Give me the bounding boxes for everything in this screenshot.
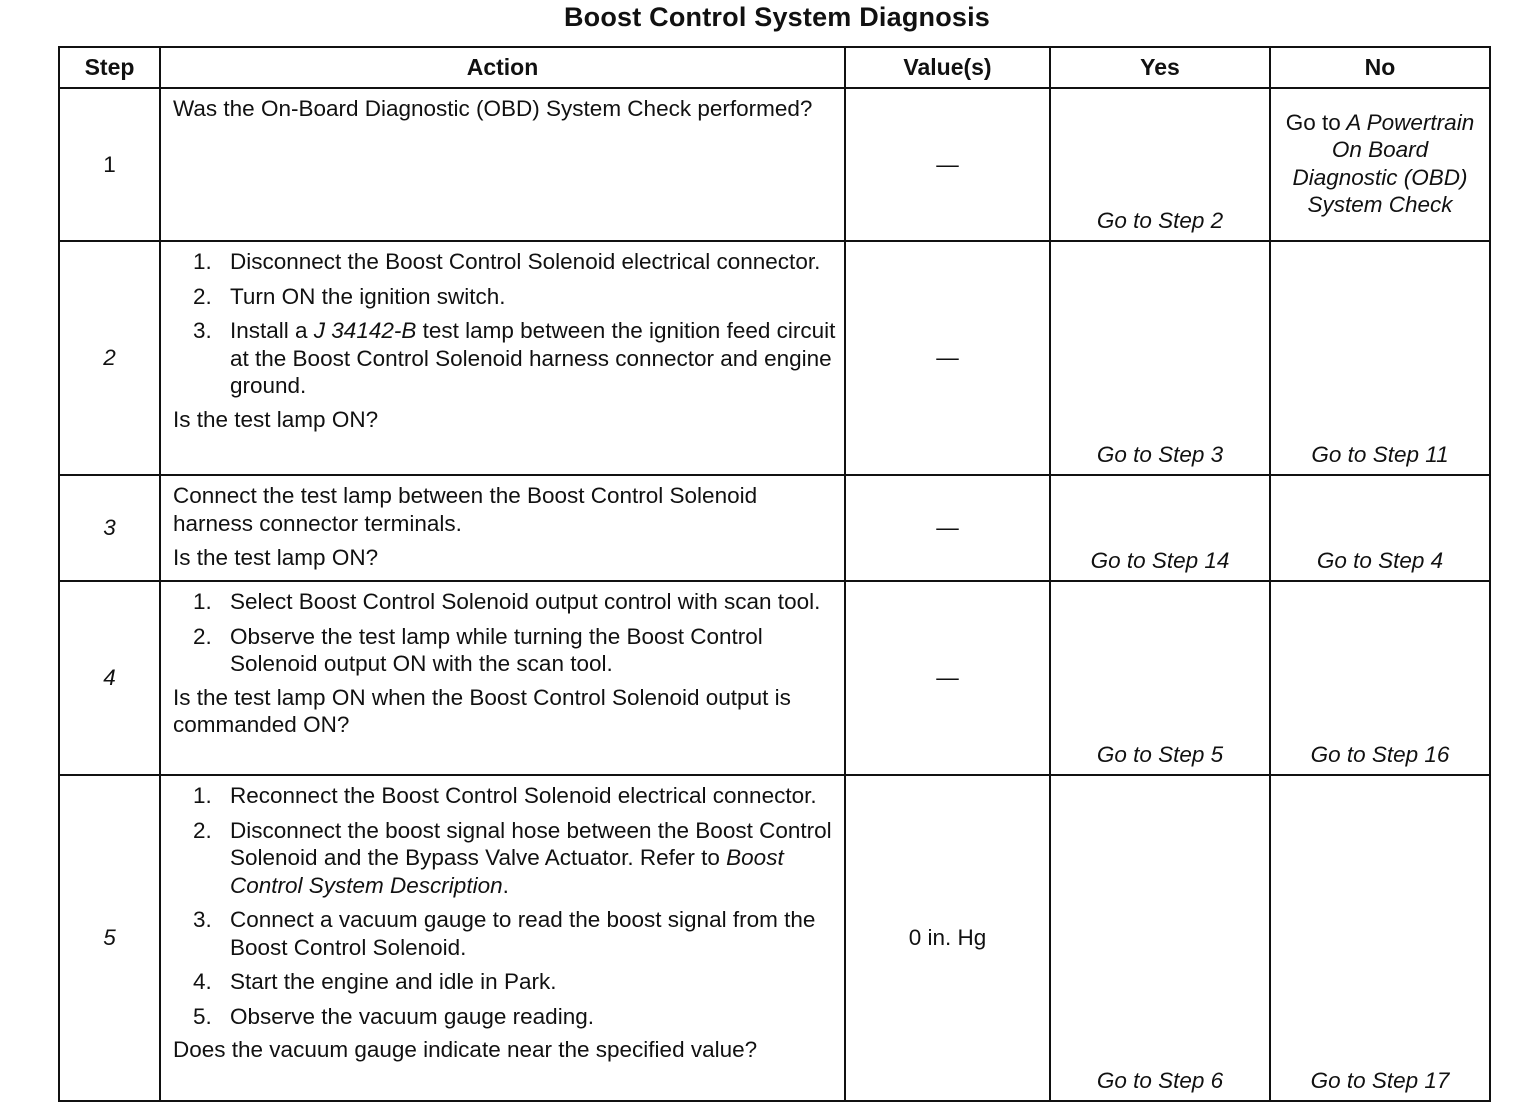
no-cell [1270,88,1490,241]
list-item-text: test lamp between the ignition feed circuit at the Boost Control Solenoid harness connector and engine ground. [230,318,836,398]
list-item: 4. Start the engine and idle in Park. [218,968,836,996]
step-number: 4 [103,665,116,691]
table-row [59,581,1490,775]
list-item: 2. Turn ON the ignition switch. [218,283,836,311]
table-row [59,241,1490,475]
list-item: 3. Connect a vacuum gauge to read the boost signal from the Boost Control Solenoid. [218,906,836,961]
action-cell [160,88,845,241]
value-cell: 0 in. Hg [845,775,1050,1101]
header-no: No [1270,47,1490,88]
header-values: Value(s) [845,47,1050,88]
list-item-text: . [502,872,509,898]
step-cell [59,241,160,475]
no-cell: Go to Step 17 [1270,775,1490,1101]
table-row [59,475,1490,581]
value-cell: — [845,581,1050,775]
list-item-text: Install a [230,318,314,343]
list-item: 1. Reconnect the Boost Control Solenoid electrical connector. [218,782,836,810]
step-number: 2 [103,345,116,371]
header-row [59,47,1490,88]
page-title: Boost Control System Diagnosis [563,2,991,32]
no-cell: Go to Step 16 [1270,581,1490,775]
action-cell [160,581,845,775]
action-question: Is the test lamp ON when the Boost Control Solenoid output is commanded ON? [173,684,791,737]
header-action: Action [160,47,845,88]
action-question: Was the On-Board Diagnostic (OBD) System Check performed? [173,96,813,121]
action-text: Connect the test lamp between the Boost Control Solenoid harness connector terminals. [173,483,758,536]
header-step: Step [59,47,160,88]
doc-reference: Boost Control System Description [230,845,784,898]
yes-cell: Go to Step 5 [1050,581,1270,775]
step-cell [59,88,160,241]
step-number: 5 [103,925,116,951]
yes-cell: Go to Step 3 [1050,241,1270,475]
action-steps-list [173,588,836,678]
yes-cell: Go to Step 2 [1050,88,1270,241]
action-cell [160,475,845,581]
yes-cell: Go to Step 14 [1050,475,1270,581]
action-steps-list [173,782,836,1030]
yes-cell: Go to Step 6 [1050,775,1270,1101]
list-item-text: Disconnect the boost signal hose between the Boost Control Solenoid and the Bypass Valve Actuator. Refer to [230,817,832,870]
step-cell [59,581,160,775]
value-cell: — [845,241,1050,475]
header-yes: Yes [1050,47,1270,88]
diagnosis-table [58,46,1491,1102]
action-question: Is the test lamp ON? [173,545,379,570]
step-number: 3 [103,515,116,541]
action-question: Is the test lamp ON? [173,406,379,432]
no-cell: Go to Step 4 [1270,475,1490,581]
action-question: Does the vacuum gauge indicate near the specified value? [173,1037,758,1062]
no-reference: A Powertrain On Board Diagnostic (OBD) System Check [1292,109,1475,217]
tool-reference: J 34142-B [313,318,417,343]
action-cell [160,775,845,1101]
list-item: 5. Observe the vacuum gauge reading. [218,1003,836,1031]
list-item [218,317,836,400]
action-cell [160,241,845,475]
no-prefix: Go to [1285,109,1341,135]
step-cell [59,475,160,581]
value-cell: — [845,475,1050,581]
list-item [218,817,836,900]
no-cell: Go to Step 11 [1270,241,1490,475]
table-row [59,775,1490,1101]
action-steps-list [173,248,836,400]
list-item: 1. Disconnect the Boost Control Solenoid electrical connector. [218,248,836,276]
list-item: 1. Select Boost Control Solenoid output control with scan tool. [218,588,836,616]
value-cell: — [845,88,1050,241]
table-row [59,88,1490,241]
step-number: 1 [103,151,116,177]
step-cell [59,775,160,1101]
list-item: 2. Observe the test lamp while turning the Boost Control Solenoid output ON with the scan tool. [218,623,836,678]
